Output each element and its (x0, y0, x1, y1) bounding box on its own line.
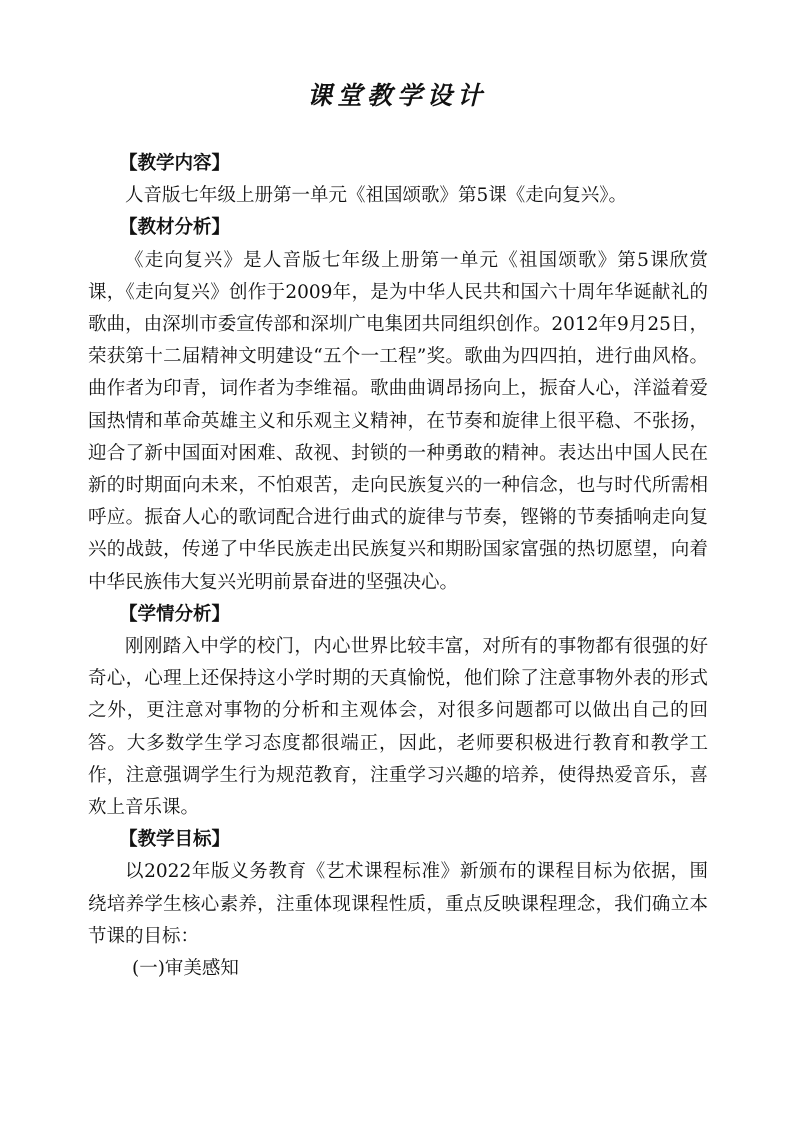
section-heading-teaching-goals: 【教学目标】 (119, 829, 231, 851)
paragraph-teaching-content: 人音版七年级上册第一单元《祖国颂歌》第5课《走向复兴》。 (125, 185, 628, 207)
section-heading-material-analysis: 【教材分析】 (119, 217, 231, 239)
sub-heading-aesthetic-perception: (一)审美感知 (132, 958, 239, 980)
document-body (88, 148, 708, 985)
paragraph-material-analysis: 《走向复兴》是人音版七年级上册第一单元《祖国颂歌》第5课欣赏课，《走向复兴》创作于2009年，是为中华人民共和国六十周年华诞献礼的歌曲，由深圳市委宣传部和深圳广电集团共同组织创作。2012年9月25日，荣获第十二届精神文明建设“五个一工程”奖。歌曲为四四拍，进行曲风格。曲作者为印青，词作者为李维福。歌曲曲调昂扬向上，振奋人心，洋溢着爱国热情和革命英雄主义和乐观主义精神，在节奏和旋律上很平稳、不张扬，迎合了新中国面对困难、敌视、封锁的一种勇敢的精神。表达出中国人民在新的时期面向未来，不怕艰苦，走向民族复兴的一种信念，也与时代所需相呼应。振奋人心的歌词配合进行曲式的旋律与节奏，铿锵的节奏插响走向复兴的战鼓，传递了中华民族走出民族复兴和期盼国家富强的热切愿望，向着中华民族伟大复兴光明前景奋进的坚强决心。 (88, 249, 708, 593)
section-heading-teaching-content: 【教学内容】 (119, 153, 231, 174)
page-title: 课堂教学设计 (306, 81, 487, 110)
paragraph-teaching-goals: 以2022年版义务教育《艺术课程标准》新颁布的课程目标为依据，围绕培养学生核心素养，注重体现课程性质，重点反映课程理念，我们确立本节课的目标： (88, 861, 708, 947)
paragraph-student-analysis: 刚刚踏入中学的校门，内心世界比较丰富，对所有的事物都有很强的好奇心，心理上还保持这小学时期的天真愉悦，他们除了注意事物外表的形式之外，更注意对事物的分析和主观体会，对很多问题都可以做出自己的回答。大多数学生学习态度都很端正，因此，老师要积极进行教育和教学工作，注意强调学生行为规范教育，注重学习兴趣的培养，使得热爱音乐，喜欢上音乐课。 (88, 636, 708, 819)
section-heading-student-analysis: 【学情分析】 (119, 603, 231, 625)
